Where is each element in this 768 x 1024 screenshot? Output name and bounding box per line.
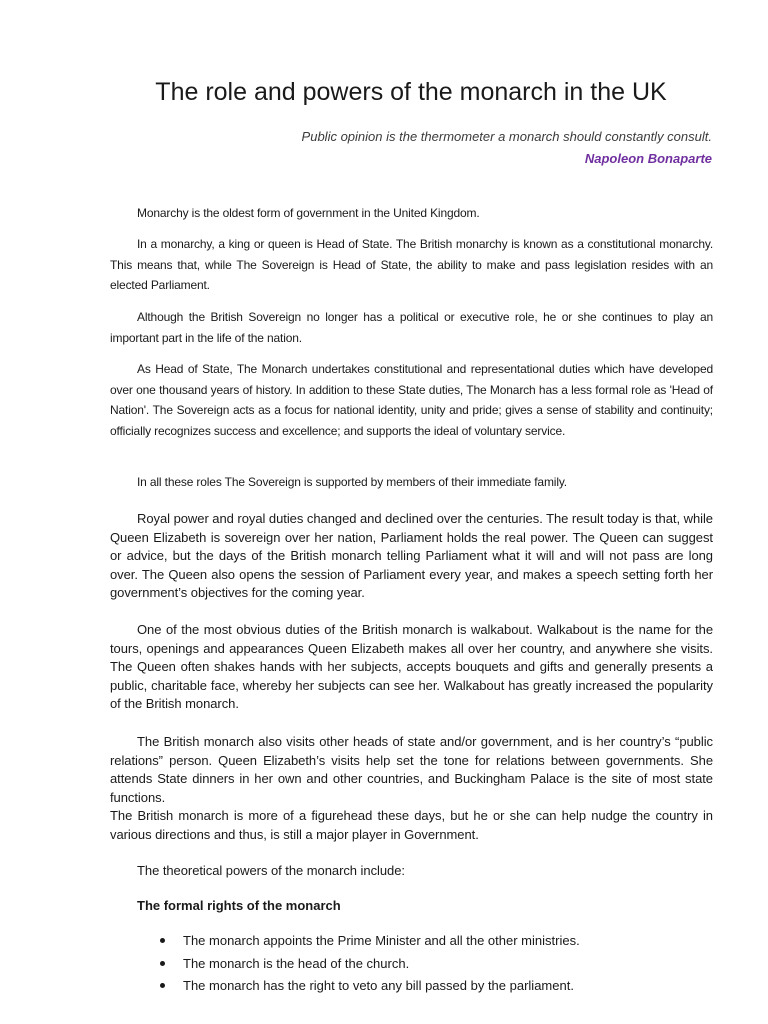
paragraph-no-political-role: Although the British Sovereign no longer has a political or executive role, he or she continues to play an important part in the life of the nation. (110, 310, 713, 345)
paragraph-royal-power: Royal power and royal duties changed and declined over the centuries. The result today is that, while Queen Elizabeth is sovereign over her nation, Parliament holds the real power. The Queen can suggest or advice, but the days of the British monarch telling Parliament what it will and will not pass are long over. The Queen also opens the session of Parliament every year, and makes a speech setting forth her government’s objectives for the coming year. (110, 511, 713, 600)
list-item-text: The monarch has the right to veto any bill passed by the parliament. (183, 978, 574, 993)
formal-rights-list (152, 932, 732, 1000)
list-item-text: The monarch appoints the Prime Minister and all the other ministries. (183, 933, 580, 948)
paragraph-theoretical-powers: The theoretical powers of the monarch include: (137, 863, 405, 878)
bullet-icon (160, 961, 165, 966)
list-item (152, 977, 732, 1000)
paragraph-walkabout: One of the most obvious duties of the British monarch is walkabout. Walkabout is the name for the tours, openings and appearances Queen Elizabeth makes all over her country, and anywhere she visits. The Queen often shakes hands with her subjects, accepts bouquets and gifts and generally presents a public, charitable face, whereby her subjects can see her. Walkabout has greatly increased the popularity of the British monarch. (110, 622, 713, 711)
list-item-text: The monarch is the head of the church. (183, 955, 410, 971)
epigraph-text: Public opinion is the thermometer a monarch should constantly consult. (301, 129, 712, 144)
bullet-icon (160, 938, 165, 943)
epigraph (152, 126, 712, 170)
list-item (152, 955, 732, 978)
paragraph-head-of-state: As Head of State, The Monarch undertakes constitutional and representational duties which have developed over one thousand years of history. In addition to these State duties, The Monarch has a less formal role as 'Head of Nation'. The Sovereign acts as a focus for national identity, unity and pride; gives a sense of stability and continuity; officially recognizes success and excellence; and supports the ideal of voluntary service. (110, 362, 713, 438)
bullet-icon (160, 983, 165, 988)
epigraph-author: Napoleon Bonaparte (584, 151, 712, 166)
paragraph-oldest-form: Monarchy is the oldest form of government in the United Kingdom. (137, 206, 480, 220)
paragraph-constitutional-monarchy: In a monarchy, a king or queen is Head of State. The British monarchy is known as a constitutional monarchy. This means that, while The Sovereign is Head of State, the ability to make and pass legislation resides with an elected Parliament. (110, 237, 713, 292)
section-heading-formal-rights: The formal rights of the monarch (137, 898, 341, 913)
document-title: The role and powers of the monarch in the UK (155, 78, 667, 106)
paragraph-public-relations: The British monarch also visits other heads of state and/or government, and is her country’s “public relations” person. Queen Elizabeth’s visits help set the tone for relations between governments. She attends State dinners in her own and other countries, and Buckingham Palace is the site of most state functions. (110, 734, 713, 805)
list-item (152, 932, 732, 955)
paragraph-figurehead: The British monarch is more of a figurehead these days, but he or she can help nudge the country in various directions and thus, is still a major player in Government. (110, 808, 713, 842)
paragraph-supported-by-family: In all these roles The Sovereign is supported by members of their immediate family. (137, 475, 567, 489)
